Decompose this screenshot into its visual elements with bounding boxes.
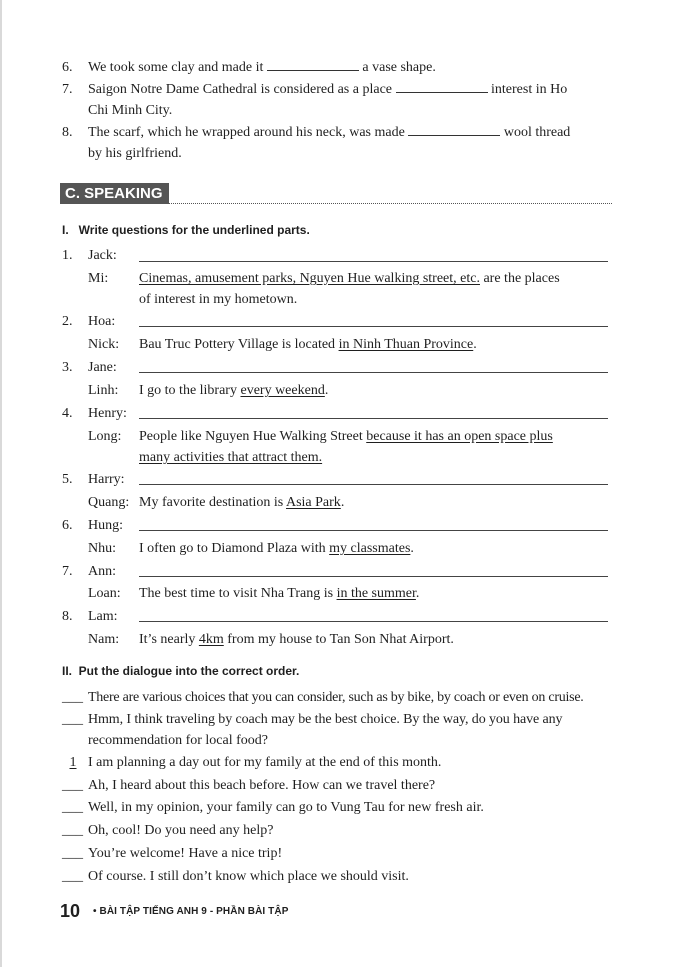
footer-bullet: • (93, 906, 97, 917)
speaker-responder: Nam: (88, 632, 120, 647)
question-number: 7. (62, 564, 73, 579)
item-number: 7. (62, 82, 73, 97)
dialogue-answer-continued: many activities that attract them. (139, 450, 323, 465)
item-number: 6. (62, 60, 73, 75)
question-number: 1. (62, 248, 73, 263)
item-text: We took some clay and made it a vase shape. (88, 60, 436, 75)
answer-blank[interactable] (396, 81, 488, 93)
answer-line[interactable] (139, 576, 608, 577)
dialogue-text: You’re welcome! Have a nice trip! (88, 846, 283, 861)
dialogue-answer: Bau Truc Pottery Village is located in Ninh Thuan Province. (139, 337, 477, 352)
speaker-responder: Nick: (88, 337, 120, 352)
speaker-responder: Linh: (88, 383, 119, 398)
dialogue-answer: People like Nguyen Hue Walking Street because it has an open space plus (139, 429, 553, 444)
order-blank[interactable]: ___ (62, 869, 83, 884)
order-blank[interactable]: ___ (62, 846, 83, 861)
dialogue-answer: I often go to Diamond Plaza with my classmates. (139, 541, 414, 556)
speaker-responder: Mi: (88, 271, 109, 286)
answer-line[interactable] (139, 261, 608, 262)
dialogue-answer: My favorite destination is Asia Park. (139, 495, 345, 510)
dialogue-answer: I go to the library every weekend. (139, 383, 329, 398)
item-number: 8. (62, 125, 73, 140)
question-number: 5. (62, 472, 73, 487)
item-text-continued: Chi Minh City. (88, 103, 173, 118)
answer-line[interactable] (139, 621, 608, 622)
answer-line[interactable] (139, 326, 608, 327)
dialogue-answer: It’s nearly 4km from my house to Tan Son Nhat Airport. (139, 632, 454, 647)
speaker-asker: Hoa: (88, 314, 116, 329)
order-blank[interactable]: ___ (62, 778, 83, 793)
speaker-responder: Long: (88, 429, 122, 444)
dialogue-text: Of course. I still don’t know which place we should visit. (88, 869, 409, 884)
speaker-asker: Lam: (88, 609, 118, 624)
item-text: Saigon Notre Dame Cathedral is considered as a place interest in Ho (88, 82, 568, 97)
speaker-responder: Nhu: (88, 541, 116, 556)
speaker-asker: Jane: (88, 360, 117, 375)
speaker-responder: Loan: (88, 586, 121, 601)
answer-line[interactable] (139, 418, 608, 419)
book-title: BÀI TẬP TIẾNG ANH 9 - PHẦN BÀI TẬP (99, 906, 289, 917)
answer-blank[interactable] (267, 59, 359, 71)
dialogue-text: There are various choices that you can consider, such as by bike, by coach or even on cruise. (88, 690, 584, 705)
speaker-asker: Henry: (88, 406, 127, 421)
page-edge (0, 0, 2, 967)
question-number: 4. (62, 406, 73, 421)
page-number: 10 (60, 901, 81, 921)
question-number: 8. (62, 609, 73, 624)
answer-blank[interactable] (408, 124, 500, 136)
dialogue-answer-continued: of interest in my hometown. (139, 292, 298, 307)
speaker-asker: Ann: (88, 564, 116, 579)
order-blank[interactable]: ___ (62, 800, 83, 815)
speaker-asker: Hung: (88, 518, 123, 533)
order-blank[interactable]: ___ (62, 712, 83, 727)
question-number: 6. (62, 518, 73, 533)
item-text-continued: by his girlfriend. (88, 146, 182, 161)
answer-line[interactable] (139, 530, 608, 531)
speaker-asker: Jack: (88, 248, 117, 263)
dialogue-text-continued: recommendation for local food? (88, 733, 268, 748)
dialogue-text: Well, in my opinion, your family can go to Vung Tau for new fresh air. (88, 800, 484, 815)
item-text: The scarf, which he wrapped around his neck, was made wool thread (88, 125, 571, 140)
order-blank[interactable]: ___ (62, 823, 83, 838)
question-number: 3. (62, 360, 73, 375)
speaker-asker: Harry: (88, 472, 125, 487)
question-number: 2. (62, 314, 73, 329)
dialogue-text: Ah, I heard about this beach before. How can we travel there? (88, 778, 436, 793)
section-heading: C. SPEAKING (60, 183, 169, 204)
task-title: II. Put the dialogue into the correct order. (62, 664, 300, 678)
dialogue-answer: Cinemas, amusement parks, Nguyen Hue walking street, etc. are the places (139, 271, 560, 286)
speaker-responder: Quang: (88, 495, 130, 510)
answer-line[interactable] (139, 372, 608, 373)
order-answer[interactable]: 1 (69, 755, 77, 770)
task-title: I. Write questions for the underlined parts. (62, 223, 310, 237)
section-divider (60, 203, 612, 204)
answer-line[interactable] (139, 484, 608, 485)
running-footer (93, 906, 288, 917)
dialogue-text: Oh, cool! Do you need any help? (88, 823, 274, 838)
dialogue-text: I am planning a day out for my family at the end of this month. (88, 755, 442, 770)
dialogue-text: Hmm, I think traveling by coach may be the best choice. By the way, do you have any (88, 712, 563, 727)
order-blank[interactable]: ___ (62, 690, 83, 705)
dialogue-answer: The best time to visit Nha Trang is in the summer. (139, 586, 420, 601)
